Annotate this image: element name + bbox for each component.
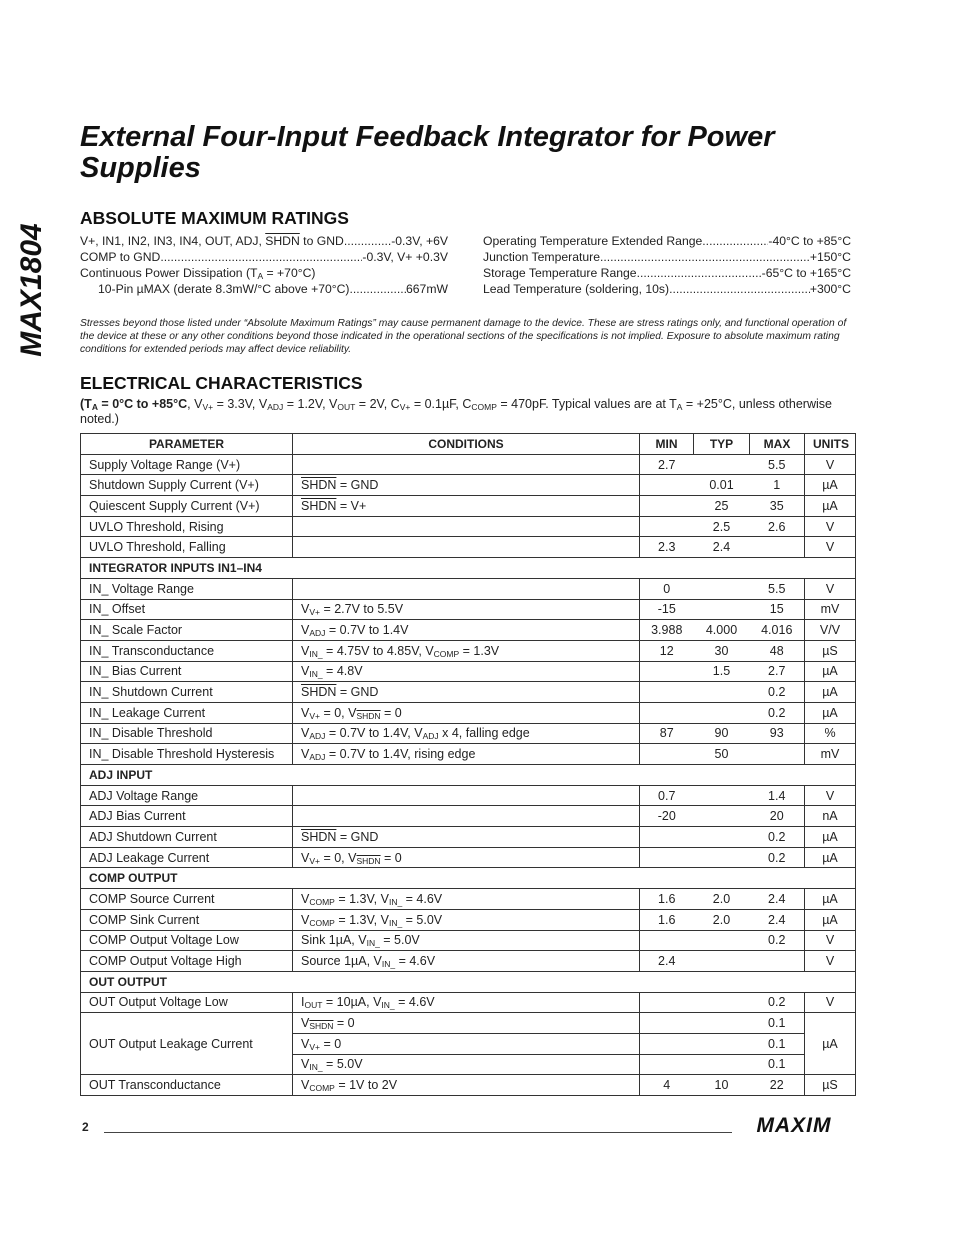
section-row: COMP OUTPUT xyxy=(81,868,856,889)
amr-row: 10-Pin µMAX (derate 8.3mW/°C above +70°C) ..... 667mW xyxy=(80,281,448,297)
amr-row: Junction Temperature ..... +150°C xyxy=(483,249,851,265)
table-row: $V_{IN\_} = 5.0V$ 0.1 xyxy=(81,1054,856,1075)
table-row: IN_ Disable Threshold Hysteresis $V_{ADJ} = 0.7V$ to 1.4V, rising edge 50 mV xyxy=(81,744,856,765)
table-row: COMP Output Voltage Low Sink 1µA, $V_{IN\_} = 5.0V$ 0.2 V xyxy=(81,930,856,951)
table-row: ADJ Shutdown Current SHDN = GND 0.2 µA xyxy=(81,827,856,848)
amr-heading: ABSOLUTE MAXIMUM RATINGS xyxy=(80,208,349,228)
amr-row: Continuous Power Dissipation $(T_A = +70^\circ C)$ xyxy=(80,266,316,281)
table-row: ADJ Voltage Range 0.7 1.4 V xyxy=(81,785,856,806)
table-row: IN_ Voltage Range 0 5.5 V xyxy=(81,578,856,599)
ec-conditions: ($T_A = 0^\circ C$ to +85°C, $V_{V+} = 3.3V$, $V_{ADJ} = 1.2V$, $V_{OUT} = 2V$, $C_{V+} = 0.1\mu F$, $C_{COMP} = 470pF$. Typical values are at $T_A = +25^\circ C$, unless otherwise noted.) xyxy=(80,397,832,426)
table-row: IN_ Leakage Current $V_{V+} = 0$, $V_{SHDN} = 0$ 0.2 µA xyxy=(81,702,856,723)
table-row: IN_ Bias Current $V_{IN\_} = 4.8V$ 1.5 2.7 µA xyxy=(81,661,856,682)
section-row: INTEGRATOR INPUTS IN1–IN4 xyxy=(81,558,856,579)
table-row: COMP Sink Current $V_{COMP} = 1.3V$, $V_{IN\_} = 5.0V$ 1.6 2.0 2.4 µA xyxy=(81,909,856,930)
table-row: IN_ Scale Factor $V_{ADJ} = 0.7V$ to 1.4V 3.988 4.000 4.016 V/V xyxy=(81,620,856,641)
stress-note: Stresses beyond those listed under “Absolute Maximum Ratings” may cause permanent damage to the device. These are stress ratings only, and functional operation of the device at these or any other conditions beyond those indicated in the operational sections of the specifications is not implied. Exposure to absolute maximum rating conditions for extended periods may affect device reliability. xyxy=(80,318,847,355)
section-row: ADJ INPUT xyxy=(81,765,856,786)
table-row: IN_ Transconductance $V_{IN\_} = 4.75V$ to 4.85V, $V_{COMP} = 1.3V$ 12 30 48 µS xyxy=(81,640,856,661)
header-typ: TYP xyxy=(694,434,750,455)
table-row: COMP Output Voltage High Source 1µA, $V_{IN\_} = 4.6V$ 2.4 V xyxy=(81,951,856,972)
maxim-logo-text: MAXIM xyxy=(756,1114,832,1136)
table-row: UVLO Threshold, Rising 2.5 2.6 V xyxy=(81,516,856,537)
side-part-number xyxy=(8,210,56,370)
table-row: ADJ Bias Current -20 20 nA xyxy=(81,806,856,827)
amr-row: Storage Temperature Range ..... -65°C to +165°C xyxy=(483,265,851,281)
header-min: MIN xyxy=(640,434,694,455)
table-row: IN_ Offset $V_{V+} = 2.7V$ to 5.5V -15 15 mV xyxy=(81,599,856,620)
table-row: OUT Output Voltage Low $I_{OUT} = 10\mu A$, $V_{IN\_} = 4.6V$ 0.2 V xyxy=(81,992,856,1013)
table-row: OUT Transconductance $V_{COMP} = 1V$ to 2V 4 10 22 µS xyxy=(81,1075,856,1096)
table-row: COMP Source Current $V_{COMP} = 1.3V$, $V_{IN\_} = 4.6V$ 1.6 2.0 2.4 µA xyxy=(81,889,856,910)
maxim-logo xyxy=(738,1114,850,1136)
header-units: UNITS xyxy=(805,434,856,455)
page-title: External Four-Input Feedback Integrator for Power Supplies xyxy=(80,121,775,184)
table-row: IN_ Shutdown Current SHDN = GND 0.2 µA xyxy=(81,682,856,703)
section-row: OUT OUTPUT xyxy=(81,971,856,992)
table-row: Quiescent Supply Current (V+) SHDN = V+ 25 35 µA xyxy=(81,496,856,517)
page-number: 2 xyxy=(82,1120,89,1134)
table-header-row xyxy=(81,434,856,455)
table-row: OUT Output Leakage Current $V_{SHDN} = 0$ 0.1 µA xyxy=(81,1013,856,1034)
header-conditions: CONDITIONS xyxy=(293,434,640,455)
footer-rule xyxy=(104,1132,732,1133)
amr-row: Operating Temperature Extended Range ..... -40°C to +85°C xyxy=(483,233,851,249)
header-parameter: PARAMETER xyxy=(81,434,293,455)
table-row: IN_ Disable Threshold $V_{ADJ} = 0.7V$ to 1.4V, $V_{ADJ}$ x 4, falling edge 87 90 93 % xyxy=(81,723,856,744)
amr-row: V+, IN1, IN2, IN3, IN4, OUT, ADJ, SHDN to GND ..... -0.3V, +6V xyxy=(80,233,448,249)
side-part-number-text: MAX1804 xyxy=(15,223,48,357)
table-row: Supply Voltage Range (V+) 2.7 5.5 V xyxy=(81,454,856,475)
amr-row: Lead Temperature (soldering, 10s) ..... +300°C xyxy=(483,281,851,297)
ec-heading: ELECTRICAL CHARACTERISTICS xyxy=(80,373,363,393)
electrical-characteristics-table xyxy=(80,433,856,1096)
header-max: MAX xyxy=(750,434,805,455)
table-row: ADJ Leakage Current $V_{V+} = 0$, $V_{SHDN} = 0$ 0.2 µA xyxy=(81,847,856,868)
table-row: $V_{V+} = 0$ 0.1 xyxy=(81,1033,856,1054)
table-row: UVLO Threshold, Falling 2.3 2.4 V xyxy=(81,537,856,558)
amr-left-column xyxy=(80,233,448,297)
amr-right-column xyxy=(483,233,851,297)
table-row: Shutdown Supply Current (V+) SHDN = GND 0.01 1 µA xyxy=(81,475,856,496)
amr-row: COMP to GND ..... -0.3V, V+ +0.3V xyxy=(80,249,448,265)
